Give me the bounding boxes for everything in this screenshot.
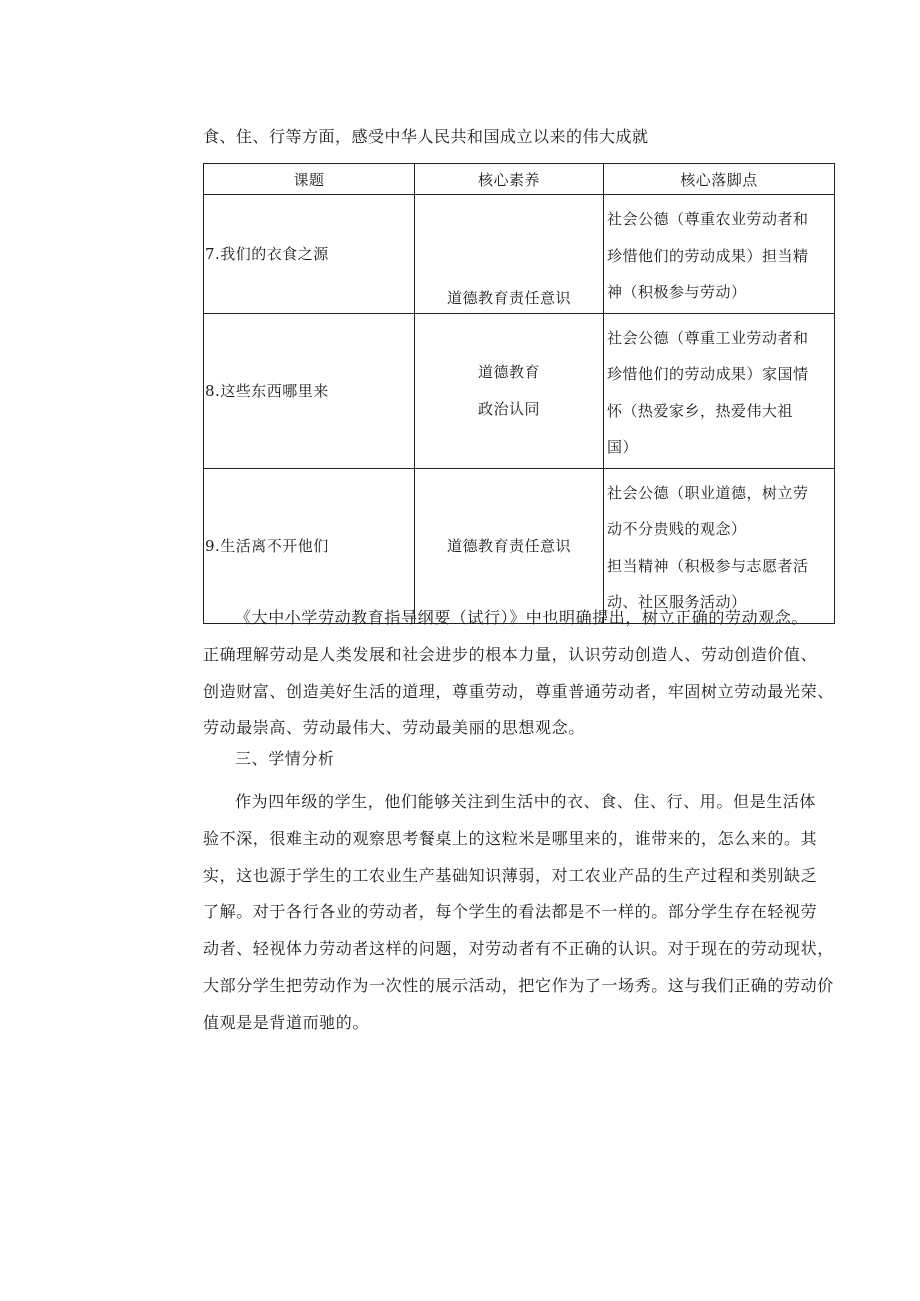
focus-line: 怀（热爱家乡，热爱伟大祖 (607, 401, 794, 420)
focus-line: 神（积极参与劳动） (607, 283, 747, 301)
header-core-literacy: 核心素养 (415, 164, 604, 195)
core-literacy-text: 道德教育责任意识 (446, 537, 571, 555)
topic-cell: 8.这些东西哪里来 (204, 313, 415, 468)
paragraph-line: 验不深，很难主动的观察思考餐桌上的这粒米是哪里来的，谁带来的，怎么来的。其 (203, 828, 818, 848)
core-literacy-text: 道德教育 (477, 362, 540, 381)
paragraph-line: 劳动最崇高、劳动最伟大、劳动最美丽的思想观念。 (203, 718, 585, 738)
paragraph-line: 动者、轻视体力劳动者这样的问题，对劳动者有不正确的认识。对于现在的劳动现状， (203, 939, 834, 959)
paragraph-student-analysis (203, 784, 863, 1042)
header-topic: 课题 (204, 164, 415, 195)
paragraph-line: 创造财富、创造美好生活的道理，尊重劳动，尊重普通劳动者，牢固树立劳动最光荣、 (203, 681, 834, 701)
header-core-focus: 核心落脚点 (604, 164, 835, 195)
paragraph-line: 正确理解劳动是人类发展和社会进步的根本力量，认识劳动创造人、劳动创造价值、 (203, 644, 818, 664)
paragraph-line: 实，这也源于学生的工农业生产基础知识薄弱，对工农业产品的生产过程和类别缺乏 (203, 865, 818, 885)
paragraph-line: 《大中小学劳动教育指导纲要（试行）》中也明确提出，树立正确的劳动观念。 (235, 608, 809, 627)
focus-line: 动、社区服务活动） (607, 593, 747, 611)
table-row (204, 313, 835, 468)
focus-line: 担当精神（积极参与志愿者活 (607, 556, 809, 575)
lead-line: 食、住、行等方面，感受中华人民共和国成立以来的伟大成就 (203, 127, 649, 146)
section-heading: 三、学情分析 (235, 749, 335, 768)
focus-line: 社会公德（尊重工业劳动者和 (607, 328, 809, 347)
table-row (204, 195, 835, 314)
paragraph-line: 作为四年级的学生，他们能够关注到生活中的衣、食、住、行、用。但是生活体 (235, 792, 817, 811)
table-header-row (204, 164, 835, 195)
focus-line: 珍惜他们的劳动成果）担当精 (607, 246, 809, 265)
curriculum-table (203, 163, 835, 624)
core-literacy-text: 道德教育责任意识 (446, 288, 571, 307)
core-focus-cell (604, 195, 835, 314)
topic-cell: 7.我们的衣食之源 (204, 195, 415, 314)
focus-line: 社会公德（尊重农业劳动者和 (607, 210, 809, 228)
focus-line: 社会公德（职业道德，树立劳 (607, 483, 809, 502)
core-literacy-cell (415, 313, 604, 468)
focus-line: 动不分贵贱的观念） (607, 520, 747, 538)
core-focus-cell (604, 313, 835, 468)
paragraph-labor-guidelines (203, 600, 863, 747)
core-literacy-text: 政治认同 (477, 399, 540, 418)
topic-cell: 9.生活离不开他们 (204, 468, 415, 623)
paragraph-line: 值观是是背道而驰的。 (203, 1012, 370, 1032)
paragraph-line: 大部分学生把劳动作为一次性的展示活动，把它作为了一场秀。这与我们正确的劳动价 (203, 975, 834, 995)
core-literacy-cell (415, 195, 604, 314)
focus-line: 国） (607, 438, 639, 456)
paragraph-line: 了解。对于各行各业的劳动者，每个学生的看法都是不一样的。部分学生存在轻视劳 (203, 902, 818, 922)
focus-line: 珍惜他们的劳动成果）家国情 (607, 365, 809, 383)
